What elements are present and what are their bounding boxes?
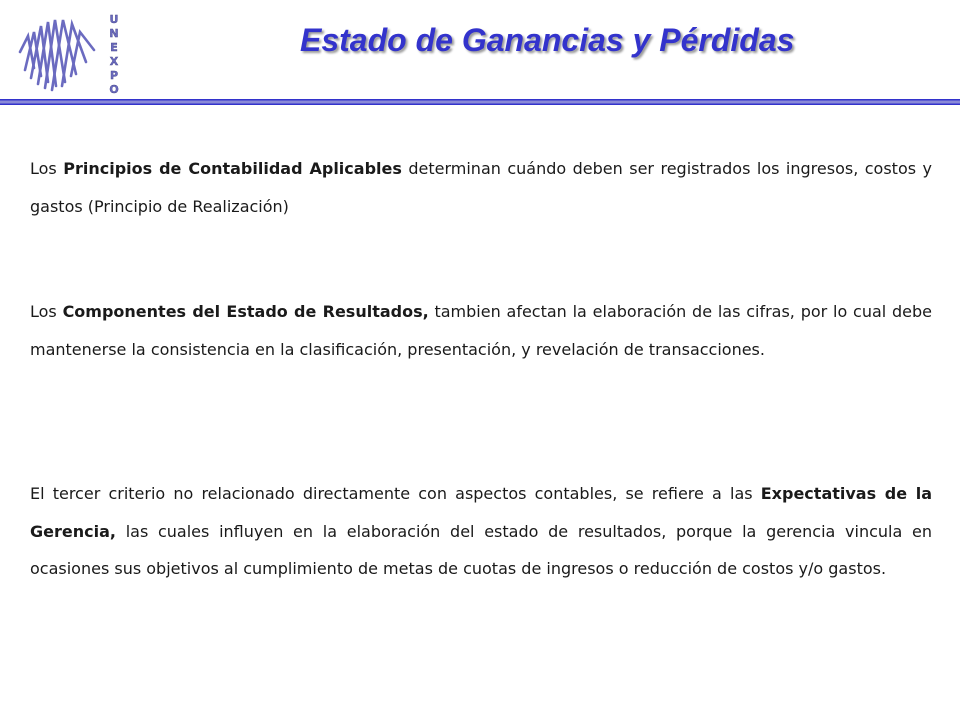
logo-emblem-icon <box>14 8 126 94</box>
header-divider <box>0 99 960 105</box>
logo-letter-n: N <box>109 27 119 40</box>
paragraph-text: determinan cuándo deben ser registrados los ingresos, costos y gastos (Principio de Realización) <box>30 159 933 216</box>
paragraph-text: El tercer criterio no relacionado directamente con aspectos contables, se refiere a las <box>30 484 761 503</box>
paragraph-componentes <box>30 293 932 368</box>
paragraph-text: Los <box>30 302 63 321</box>
logo-letter-p: P <box>109 69 119 82</box>
paragraph-bold-term: Expectativas de la Gerencia, <box>30 484 932 541</box>
paragraph-bold-term: Componentes del Estado de Resultados, <box>62 302 429 321</box>
paragraph-expectativas <box>30 475 932 588</box>
page-title: Estado de Ganancias y Pérdidas <box>300 22 795 58</box>
paragraph-text: tambien afectan la elaboración de las cifras, por lo cual debe mantenerse la consistencia en la clasificación, presentación, y revelación de transacciones. <box>30 302 933 359</box>
logo-letter-e: E <box>110 41 118 54</box>
paragraph-text: Los <box>30 159 64 178</box>
paragraph-bold-term: Principios de Contabilidad Aplicables <box>63 159 402 178</box>
logo-letter-o: O <box>109 83 119 94</box>
paragraph-principios <box>30 150 932 225</box>
logo-letter-u: U <box>109 13 119 26</box>
unexpo-logo <box>14 8 126 94</box>
logo-letter-x: X <box>109 55 119 68</box>
paragraph-text: las cuales influyen en la elaboración del estado de resultados, porque la gerencia vincula en ocasiones sus objetivos al cumplimiento de metas de cuotas de ingresos o reducción de costos y/o gastos. <box>30 521 932 578</box>
